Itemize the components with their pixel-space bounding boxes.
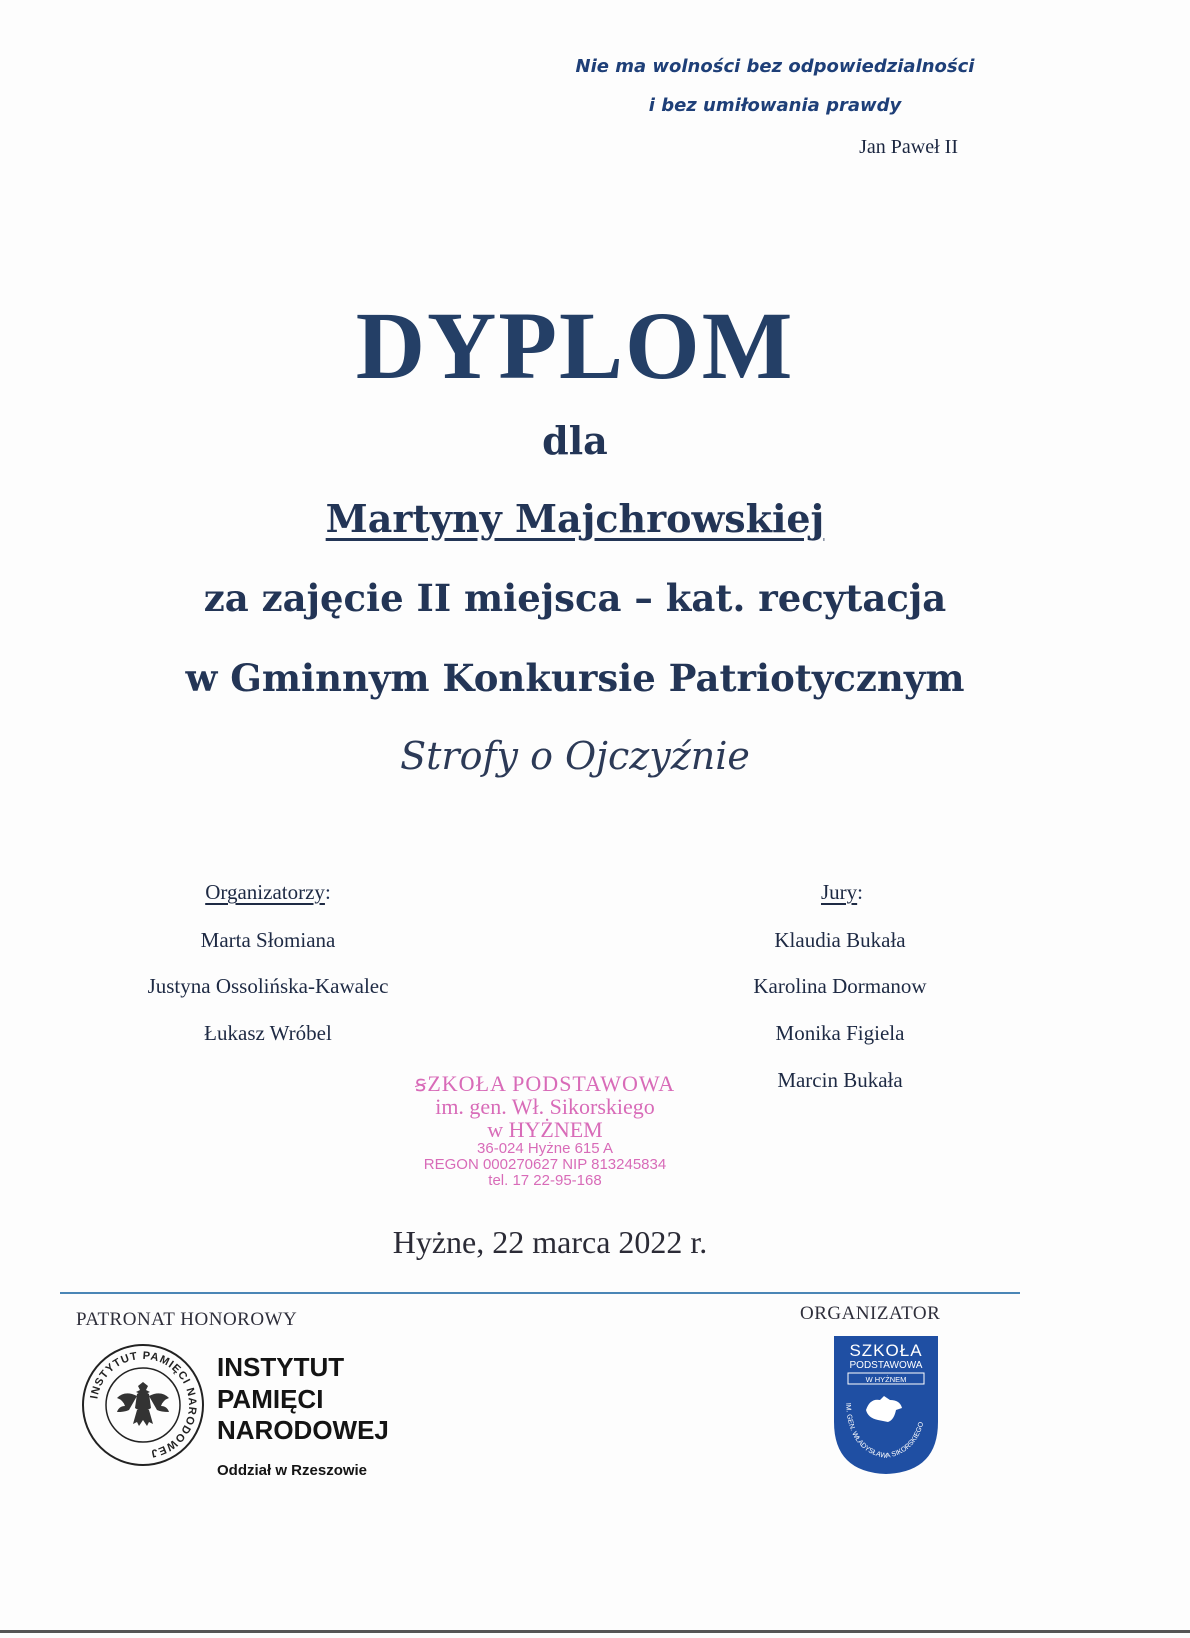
ipn-name [217, 1352, 389, 1447]
jury-member-name: Klaudia Bukała [774, 928, 906, 952]
patronage-label: PATRONAT HONOROWY [76, 1309, 298, 1330]
jury-member-name: Karolina Dormanow [753, 974, 927, 998]
jury-member-name: Marcin Bukała [777, 1068, 903, 1092]
school-logo-ring-text: IM. GEN. WŁADYSŁAWA SIKORSKIEGO [844, 1402, 926, 1461]
organizer-name: Justyna Ossolińska-Kawalec [147, 974, 389, 998]
jury-heading [742, 880, 942, 905]
school-logo-line-1: SZKOŁA [849, 1341, 923, 1360]
jury-heading-text: Jury [820, 880, 858, 904]
stamp-line-6: tel. 17 22-95-168 [488, 1171, 602, 1189]
footer-divider [60, 1292, 1020, 1294]
ipn-name-line-3: NARODOWEJ [217, 1415, 389, 1446]
quote-author: Jan Paweł II [859, 136, 958, 158]
organizer-name: Łukasz Wróbel [204, 1021, 332, 1045]
stamp-line-1: ꞩZKOŁA PODSTAWOWA [414, 1071, 676, 1096]
for-label: dla [542, 418, 608, 463]
quote-line-1: Nie ma wolności bez odpowiedzialności [575, 56, 975, 77]
ipn-seal-ring-text: INSTYTUT PAMIĘCI NARODOWEJ [88, 1349, 199, 1460]
stamp-line-2: im. gen. Wł. Sikorskiego [435, 1094, 655, 1120]
jury-heading-colon: : [857, 880, 863, 904]
diploma-title: DYPLOM [355, 292, 795, 399]
contest-line: w Gminnym Konkursie Patriotycznym [185, 656, 965, 700]
stamp-line-4: 36-024 Hyżne 615 A [477, 1140, 613, 1158]
organizers-heading-colon: : [324, 880, 331, 904]
page-bottom-edge [0, 1630, 1190, 1633]
school-logo-line-3: W HYŻNEM [865, 1375, 907, 1384]
recipient-name [0, 496, 1150, 541]
ipn-branch: Oddział w Rzeszowie [217, 1462, 368, 1479]
jury-member-name: Monika Figiela [775, 1021, 905, 1045]
issue-date: Hyżne, 22 marca 2022 r. [392, 1224, 708, 1260]
school-logo-line-2: PODSTAWOWA [849, 1360, 923, 1371]
recipient-name-text: Martyny Majchrowskiej [325, 496, 825, 541]
ipn-seal-icon [80, 1342, 206, 1468]
stamp-line-3: w HYŻNEM [487, 1117, 603, 1143]
award-place-line: za zajęcie II miejsca – kat. recytacja [203, 576, 947, 620]
quote-line-2: i bez umiłowania prawdy [648, 95, 902, 116]
organizers-heading [110, 880, 426, 905]
organizer-name: Marta Słomiana [200, 928, 336, 952]
contest-name: Strofy o Ojczyźnie [400, 734, 750, 778]
organizers-heading-text: Organizatorzy [205, 880, 325, 904]
stamp-line-5: REGON 000270627 NIP 813245834 [423, 1156, 667, 1174]
school-stamp [380, 1072, 710, 1189]
ipn-name-line-1: INSTYTUT [217, 1352, 345, 1382]
organizer-label: ORGANIZATOR [800, 1303, 941, 1324]
school-logo-icon [832, 1334, 940, 1476]
ipn-name-line-2: PAMIĘCI [217, 1383, 324, 1414]
